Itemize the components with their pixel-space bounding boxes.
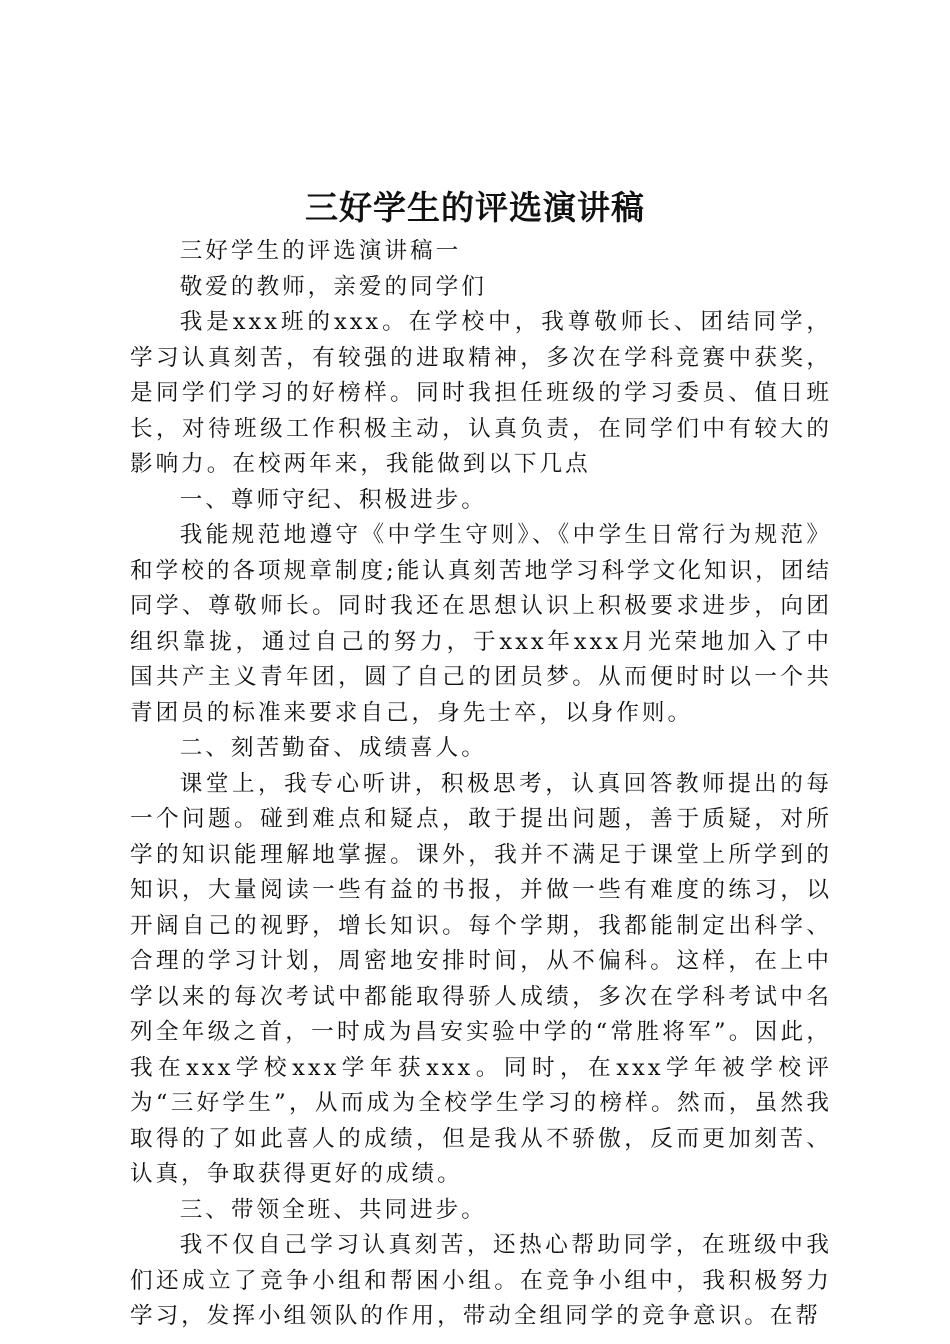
- subtitle-paragraph: 三好学生的评选演讲稿一: [179, 238, 462, 264]
- section-heading-3: 三、带领全班、共同进步。: [179, 1196, 487, 1223]
- section-heading-2: 二、刻苦勤奋、成绩喜人。: [179, 735, 487, 761]
- salutation-paragraph: 敬爱的教师，亲爱的同学们: [179, 273, 487, 300]
- document-title: 三好学生的评选演讲稿: [305, 188, 645, 227]
- section-body-3: 我不仅自己学习认真刻苦，还热心帮助同学，在班级中我们还成立了竞争小组和帮困小组。在竞争小组中，我积极努力学习，发挥小组领队的作用，带动全组同学的竞争意识。在帮: [130, 1232, 832, 1329]
- section-body-2: 课堂上，我专心听讲，积极思考，认真回答教师提出的每一个问题。碰到难点和疑点，敢于提出问题，善于质疑，对所学的知识能理解地掌握。课外，我并不满足于课堂上所学到的知识，大量阅读一些有益的书报，并做一些有难度的练习，以开阔自己的视野，增长知识。每个学期，我都能制定出科学、合理的学习计划，周密地安排时间，从不偏科。这样，在上中学以来的每次考试中都能取得骄人成绩，多次在学科考试中名列全年级之首，一时成为昌安实验中学的“常胜将军”。因此，我在xxx学校xxx学年获xxx。同时，在xxx学年被学校评为“三好学生”，从而成为全校学生学习的榜样。然而，虽然我取得的了如此喜人的成绩，但是我从不骄傲，反而更加刻苦、认真，争取获得更好的成绩。: [130, 770, 832, 1187]
- section-heading-1: 一、尊师守纪、积极进步。: [179, 486, 487, 513]
- section-body-1: 我能规范地遵守《中学生守则》、《中学生日常行为规范》和学校的各项规章制度;能认真刻苦地学习科学文化知识，团结同学、尊敬师长。同时我还在思想认识上积极要求进步，向团组织靠拢，通过自己的努力，于xxx年xxx月光荣地加入了中国共产主义青年团，圆了自己的团员梦。从而便时时以一个共青团员的标准来要求自己，身先士卒，以身作则。: [130, 522, 832, 726]
- document-body: [130, 234, 832, 1335]
- intro-paragraph: 我是xxx班的xxx。在学校中，我尊敬师长、团结同学，学习认真刻苦，有较强的进取精神，多次在学科竞赛中获奖，是同学们学习的好榜样。同时我担任班级的学习委员、值日班长，对待班级工作积极主动，认真负责，在同学们中有较大的影响力。在校两年来，我能做到以下几点: [130, 309, 832, 477]
